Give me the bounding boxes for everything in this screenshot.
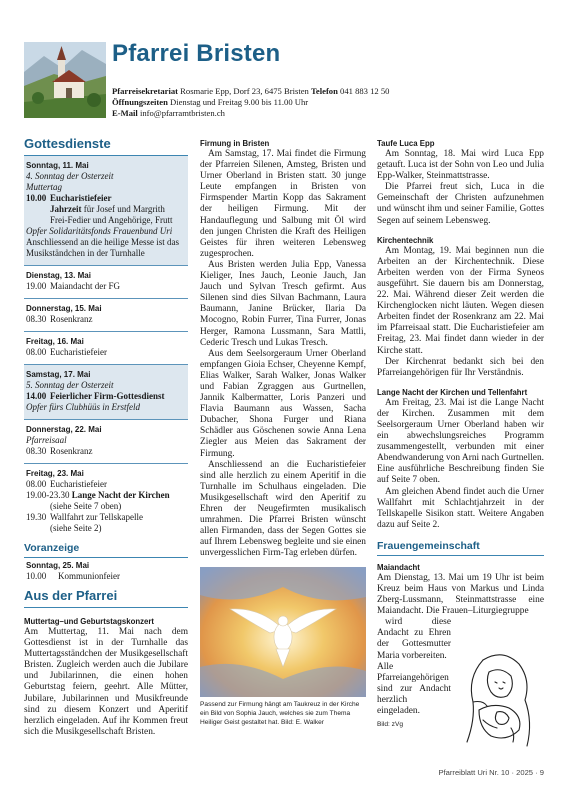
article-title-muttertag: Muttertag–und Geburtstagskonzert bbox=[24, 617, 154, 626]
dove-painting bbox=[200, 567, 366, 697]
contact-hours: Öffnungszeiten Dienstag und Freitag 9.00 bis 11.00 Uhr bbox=[112, 97, 309, 107]
article-text-maiandacht-1: Am Dienstag, 13. Mai um 19 Uhr ist beim Kreuz beim Haus von Markus und Linda Zberg-Lussmann, Steinmattstrasse eine Maiandacht. Die Frauen–Liturgiegruppe bbox=[377, 572, 544, 617]
article-text-firmung-1: Am Samstag, 17. Mai findet die Firmung der Pfarreien Silenen, Amsteg, Bristen und Urner Oberland in Bristen statt. 30 junge Leute empfangen in Bristen von Firmspender Martin Kopp das Sakrament der heiligen Firmung. Mit der Handauflegung und Salbung mit Öl wird den jungen Christen die Kraft des Heiligen Geistes für ihren weiteren Lebensweg zugesprochen. bbox=[200, 149, 366, 259]
column-gottesdienste bbox=[24, 136, 188, 738]
article-text-maiandacht-3: Alle Pfarreiangehörigen sind zur Andacht herzlich eingeladen. bbox=[377, 661, 451, 717]
article-title-taufe: Taufe Luca Epp bbox=[377, 139, 435, 148]
article-title-lange-nacht: Lange Nacht der Kirchen und Tellenfahrt bbox=[377, 387, 528, 397]
image-caption: Passend zur Firmung hängt am Taukreuz in der Kirche ein Bild von Sophia Jauch, welches sie zum Thema Heiliger Geist gestaltet hat. Bild: E. Walker bbox=[200, 701, 360, 727]
madonna-sketch bbox=[453, 650, 543, 750]
article-title-firmung: Firmung in Bristen bbox=[200, 139, 270, 148]
section-heading-aus-der-pfarrei: Aus der Pfarrei bbox=[24, 588, 188, 608]
article-text-lange-nacht-2: Am gleichen Abend findet auch die Urner Wallfahrt mit Schlachtjahrzeit in der Tellskapelle Sisikon statt. Weitere Angaben dazu auf Seite 2. bbox=[377, 486, 544, 530]
contact-secretariat: Pfarreisekretariat Rosmarie Epp, Dorf 23, 6475 Bristen Telefon 041 883 12 50 bbox=[112, 86, 390, 96]
page-footer: Pfarreiblatt Uri Nr. 10 · 2025 · 9 bbox=[438, 768, 544, 777]
article-text-kirchentechnik-2: Der Kirchenrat bedankt sich bei den Pfarreiangehörigen für Ihr Verständnis. bbox=[377, 356, 544, 378]
event-saturday-may17: Samstag, 17. Mai 5. Sonntag der Osterzeit 14.00 Feierlicher Firm-Gottesdienst Opfer fürs Clubhüüs in Erstfeld bbox=[24, 365, 188, 420]
event-friday-may23: Freitag, 23. Mai 08.00 Eucharistiefeier 19.00-23.30 Lange Nacht der Kirchen (siehe Seite 7 oben) 19.30 Wallfahrt zur Tellskapelle (siehe Seite 2) bbox=[26, 469, 170, 533]
column-right bbox=[377, 136, 544, 729]
section-heading-frauengemeinschaft: Frauengemeinschaft bbox=[377, 540, 544, 556]
event-sunday-may11: Sonntag, 11. Mai 4. Sonntag der Osterzeit Muttertag 10.00 Eucharistiefeier Jahrzeit für Josef und Margrith Frei-Fedier und Angehörige, Frutt Opfer Solidaritätsfonds Frauenbund Uri Anschliessend an die heilige Messe ist das Musikständchen in der Turnhalle bbox=[24, 156, 188, 266]
column-firmung bbox=[200, 136, 366, 727]
event-thursday-may22: Donnerstag, 22. Mai Pfarreisaal 08.30 Rosenkranz bbox=[24, 420, 188, 464]
page-title: Pfarrei Bristen bbox=[112, 40, 281, 67]
section-heading-gottesdienste: Gottesdienste bbox=[24, 136, 188, 156]
article-title-kirchentechnik: Kirchentechnik bbox=[377, 235, 434, 245]
church-photo bbox=[24, 42, 106, 118]
email-link[interactable]: info@pfarramtbristen.ch bbox=[139, 108, 225, 118]
event-friday-may16: Freitag, 16. Mai 08.00 Eucharistiefeier bbox=[24, 332, 188, 365]
article-text-kirchentechnik-1: Am Montag, 19. Mai beginnen nun die Arbeiten an der Kirchentechnik. Diese Arbeiten werden von der Firma Syneos ausgeführt. Sie dauern bis am Donnerstag, 22. Mai. Während dieser Zeit werden die Kirchenglocken nicht läuten. Wegen diesen Arbeiten findet der Rosenkranz am 22. Mai im Pfarreisaal statt. Die Eucharistiefeier am Freitag, 23. Mai findet dann wieder in der Kirche statt. bbox=[377, 245, 544, 356]
image-credit: Bild: zVg bbox=[377, 721, 404, 729]
article-text-maiandacht-2: wird diese Andacht zu Ehren der Gottesmutter Maria vorbereiten. bbox=[377, 617, 451, 661]
article-text-firmung-4: Anschliessend an die Eucharistiefeier sind alle herzlich zu einem Aperitif in die Turnhalle im Schulhaus eingeladen. Die Musikgesellschaft wird den Aperitif zu Ehren der Neugefirmten musikalisch umrahmen. Die Pfarrei Bristen wünscht allen Firmanden, dass der Segen Gottes sie auf Ihrem Lebensweg begleite und sie einen unvergesslichen Firm-Tag erleben dürfen. bbox=[200, 459, 366, 559]
event-thursday-may15: Donnerstag, 15. Mai 08.30 Rosenkranz bbox=[24, 299, 188, 332]
article-text-taufe-2: Die Pfarrei freut sich, Luca in die Gemeinschaft der Christen aufzunehmen und wünscht ihm und seiner Familie, Gottes Segen auf seinem Lebensweg. bbox=[377, 182, 544, 226]
article-text-firmung-3: Aus dem Seelsorgeraum Urner Oberland empfangen Gioia Echser, Cheyenne Kempf, Elias Walker, Sarah Walker, Jonas Walker und Fabian Zgraggen aus Gurtnellen, Jannik Kalbermatter, Loris Panzeri und Flavia Baumann aus Wassen, Sacha Dubacher, Shona Furger und Riana Schädler aus Göschenen sowie Anna Lena Ziegler aus Meien das Sakrament der Firmung. bbox=[200, 348, 366, 459]
article-title-maiandacht: Maiandacht bbox=[377, 562, 420, 572]
article-text-lange-nacht-1: Am Freitag, 23. Mai ist die Lange Nacht der Kirchen. Zusammen mit dem Seelsorgeraum Urner Oberland haben wir ein abwechslungsreiches Programm zusammengestellt, verbunden mit einer Abendwanderung von Arni nach Gurtnellen. Eine ausführliche Beschreibung finden Sie auf Seite 7 oben. bbox=[377, 397, 544, 486]
section-heading-voranzeige: Voranzeige bbox=[24, 542, 188, 558]
article-text-firmung-2: Aus Bristen werden Julia Epp, Vanessa Kieliger, Ines Jauch, Leonie Jauch, Jan Jauch und Sylvan Tresch gefirmt. Aus Silenen sind dies Silvan Bachmann, Laura Baumann, Janine Brücker, Ilaria Da Mocogno, Robin Furrer, Tina Furrer, Jonas Herger, Ramona Lussmann, Sara Mattli, Cederic Tresch und Lukas Tresch. bbox=[200, 259, 366, 348]
event-tuesday-may13: Dienstag, 13. Mai 19.00 Maiandacht der FG bbox=[24, 266, 188, 299]
event-sunday-may25: Sonntag, 25. Mai 10.00 Kommunionfeier bbox=[26, 561, 120, 581]
article-text-taufe-1: Am Sonntag, 18. Mai wird Luca Epp getauft. Luca ist der Sohn von Leo und Julia Epp-Walker, Steinmattstrasse. bbox=[377, 149, 544, 182]
contact-email: E-Mail info@pfarramtbristen.ch bbox=[112, 108, 225, 118]
article-text-muttertag: Am Muttertag, 11. Mai nach dem Gottesdienst ist in der Turnhalle das Muttertagsständchen der Musikgesellschaft Bristen. Zugleich werden auch die Jubilare und Jubilarinnen, die einen hohen Geburtstag feiern, geehrt. Alle Mütter, Jubilare, Jubilarinnen und Musikfreunde sind zu diesem Konzert und Aperitif herzlich eingeladen. Auf ihr Kommen freut sich die Musikgesellschaft Bristen. bbox=[24, 627, 188, 737]
